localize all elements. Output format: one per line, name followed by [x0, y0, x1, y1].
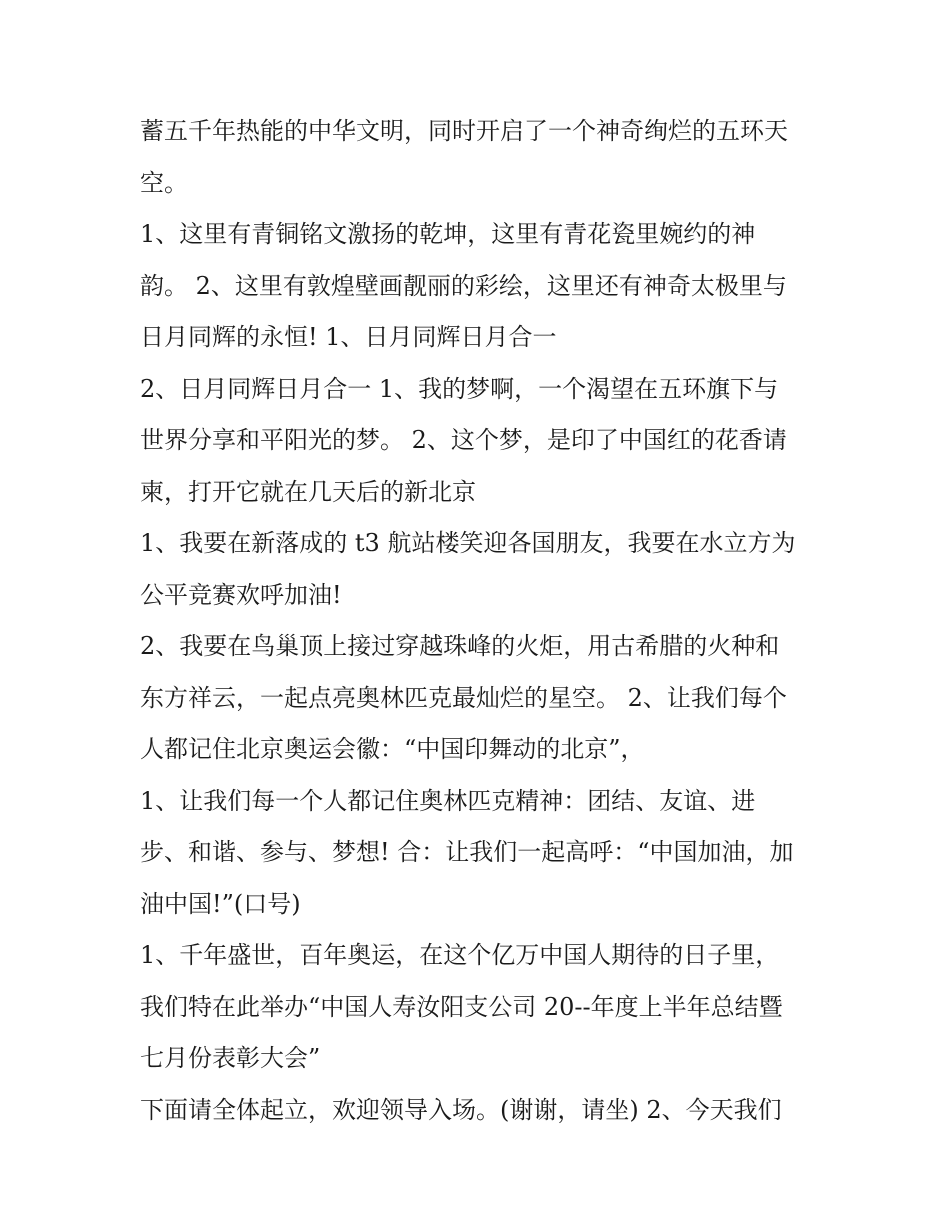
text-line: 公平竞赛欢呼加油!	[140, 580, 342, 609]
text-line: 韵。 2、这里有敦煌壁画靓丽的彩绘，这里还有神奇太极里与	[140, 271, 787, 300]
text-line: 七月份表彰大会”	[140, 1044, 321, 1072]
text-line: 1、让我们每一个人都记住奥林匹克精神：团结、友谊、进	[140, 786, 756, 815]
text-line: 步、和谐、参与、梦想! 合：让我们一起高呼：“中国加油，加	[140, 838, 794, 866]
text-line: 人都记住北京奥运会徽：“中国印舞动的北京”，	[140, 735, 645, 763]
text-line: 世界分享和平阳光的梦。 2、这个梦，是印了中国红的花香请	[140, 426, 787, 454]
text-line: 空。	[140, 168, 188, 197]
text-line: 日月同辉的永恒! 1、日月同辉日月合一	[140, 323, 557, 351]
text-line: 我们特在此举办“中国人寿汝阳支公司 20--年度上半年总结暨	[140, 992, 783, 1021]
text-line: 油中国!”(口号)	[140, 889, 301, 918]
text-line: 1、我要在新落成的 t3 航站楼笑迎各国朋友，我要在水立方为	[140, 529, 796, 557]
document-body	[140, 106, 820, 1136]
text-line: 1、千年盛世，百年奥运，在这个亿万中国人期待的日子里，	[140, 941, 780, 969]
text-line: 1、这里有青铜铭文激扬的乾坤，这里有青花瓷里婉约的神	[140, 220, 756, 248]
text-line: 蓄五千年热能的中华文明，同时开启了一个神奇绚烂的五环天	[140, 117, 788, 145]
text-line: 东方祥云，一起点亮奥林匹克最灿烂的星空。 2、让我们每个	[140, 683, 787, 712]
text-line: 下面请全体起立，欢迎领导入场。(谢谢，请坐) 2、今天我们	[140, 1095, 782, 1124]
text-line: 2、我要在鸟巢顶上接过穿越珠峰的火炬，用古希腊的火种和	[140, 632, 780, 660]
text-line: 2、日月同辉日月合一 1、我的梦啊，一个渴望在五环旗下与	[140, 374, 779, 403]
text-line: 柬，打开它就在几天后的新北京	[140, 477, 476, 506]
